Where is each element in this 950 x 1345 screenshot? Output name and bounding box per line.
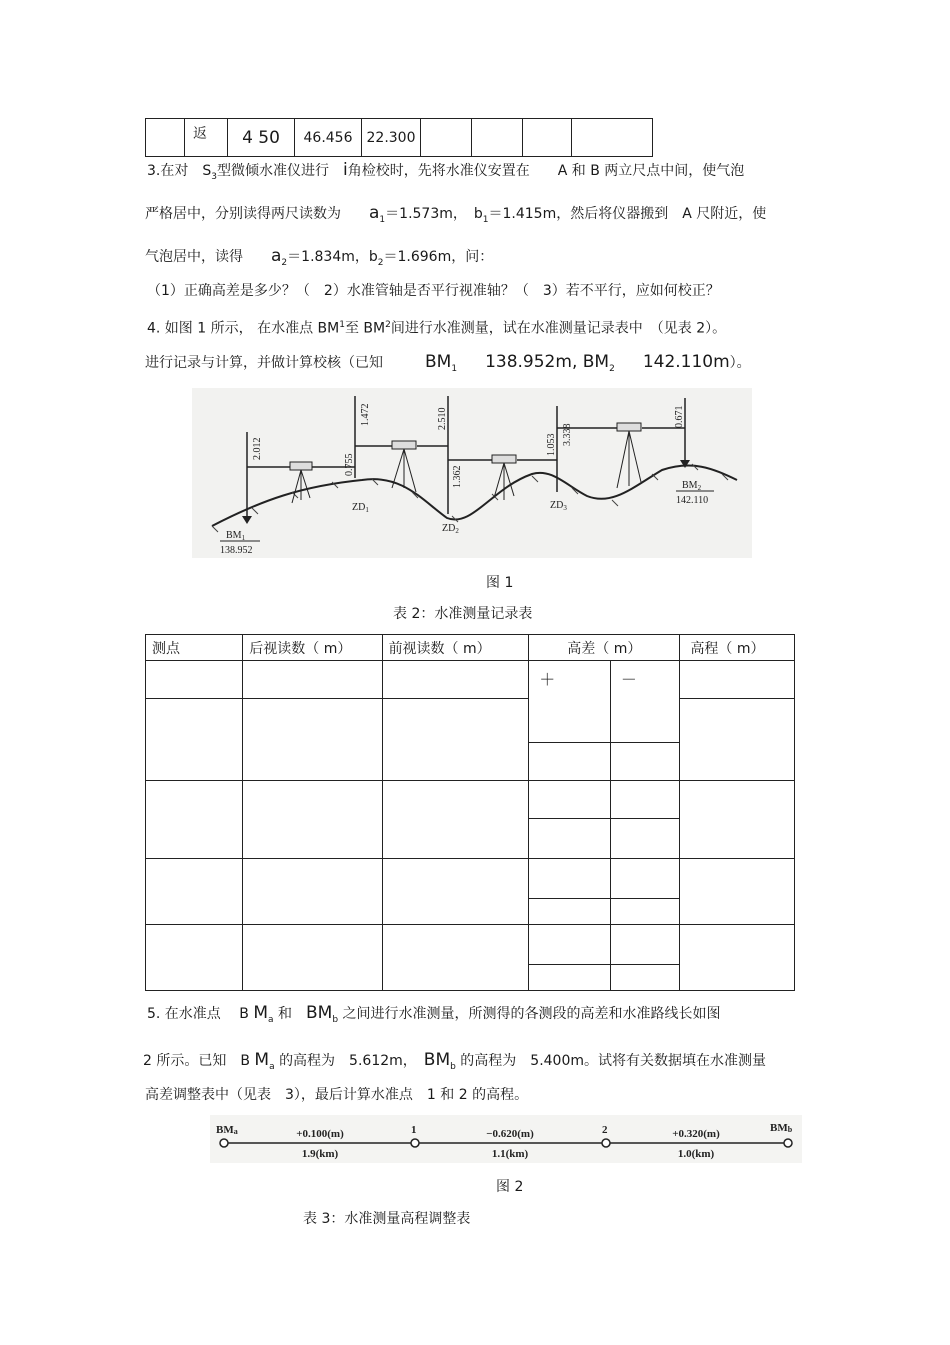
table-2-cell — [529, 819, 611, 859]
reading-3338: 3.338 — [562, 423, 573, 446]
top-cell-6 — [472, 119, 523, 157]
q3-text: 3.在对 — [147, 163, 189, 179]
reading-2012: 2.012 — [252, 437, 263, 460]
table-2-cell — [382, 925, 529, 991]
q5-line-1 — [147, 1003, 720, 1030]
reading-2510: 2.510 — [437, 407, 448, 430]
top-cell-4: 22.300 — [362, 119, 421, 157]
q5-sub: a — [268, 1014, 274, 1025]
top-cell-5 — [421, 119, 472, 157]
q5-line-3: 高差调整表中（见表 3），最后计算水准点 1 和 2 的高程。 — [145, 1087, 529, 1103]
table-2-cell — [680, 781, 795, 859]
q5-text: B — [240, 1053, 250, 1069]
table-2-cell — [610, 965, 680, 991]
table-2-cell — [529, 859, 611, 899]
q3-sub: 3 — [211, 171, 217, 182]
q3-sub: 2 — [281, 257, 288, 268]
q3-sub: 1 — [482, 214, 489, 225]
label-bm2: $BM_2$ — [682, 480, 702, 492]
segment-3-length: 1.0(km) — [677, 1148, 715, 1160]
table-2-cell — [146, 699, 243, 781]
table-2-cell — [146, 859, 243, 925]
table-2-cell — [146, 661, 243, 699]
top-cell-2: 4 50 — [228, 119, 295, 157]
table-2-cell — [382, 699, 529, 781]
segment-2-length: 1.1(km) — [491, 1148, 529, 1160]
q3-symbol-a1: a — [369, 203, 380, 223]
q3-text: ＝1.415m，然后将仪器搬到 — [488, 206, 669, 222]
q3-symbol-b1: b — [473, 206, 483, 222]
reading-1472: 1.472 — [360, 403, 371, 426]
top-cell-3: 46.456 — [295, 119, 362, 157]
table-2-minus-column: － — [610, 661, 680, 743]
q5-text: 5. 在水准点 — [147, 1006, 221, 1022]
reading-1362: 1.362 — [452, 465, 463, 488]
label-bma: BMa — [216, 1124, 238, 1136]
q4-text: 4. 如图 1 所示， 在水准点 BM — [147, 320, 340, 337]
q4-line-1 — [147, 315, 726, 339]
table-2-cell — [243, 925, 382, 991]
q5-text: 的高程为 5.400m。试将有关数据填在水准测量 — [460, 1053, 767, 1069]
label-zd3: $ZD_3$ — [550, 500, 567, 512]
q3-line-1 — [147, 160, 744, 187]
point-bma — [220, 1139, 228, 1147]
q4-text: ）。 — [729, 355, 751, 371]
table-2-cell — [610, 781, 680, 819]
top-table-row — [145, 118, 653, 157]
segment-3-dh: +0.320(m) — [672, 1128, 720, 1140]
q3-sub: 1 — [379, 214, 386, 225]
table-2-header-station: 测点 — [146, 635, 243, 661]
table-2-cell — [610, 859, 680, 899]
table-2-cell — [680, 699, 795, 781]
q5-symbol: M — [253, 1003, 268, 1023]
table-3-title: 表 3：水准测量高程调整表 — [303, 1211, 471, 1227]
table-2-cell — [243, 781, 382, 859]
reading-0671: 0.671 — [674, 405, 685, 428]
q5-symbol: BM — [423, 1050, 451, 1070]
q4-sub: 2 — [609, 363, 615, 374]
table-2-cell — [243, 859, 382, 925]
table-2-plus-column: ＋ — [529, 661, 611, 743]
reading-1053: 1.053 — [546, 433, 557, 456]
q3-text: A 尺附近，使 — [682, 206, 767, 222]
q4-value-2: 142.110m — [642, 352, 730, 372]
q3-text: 角检校时，先将水准仪安置在 — [347, 163, 530, 179]
table-2-cell — [243, 699, 382, 781]
q3-text: ＝1.834m，b — [287, 249, 378, 265]
q3-line-3 — [145, 246, 493, 273]
q3-symbol-a2: a — [271, 246, 282, 266]
table-2-cell — [680, 859, 795, 925]
figure-2-caption: 图 2 — [496, 1179, 524, 1195]
top-cell-8 — [572, 119, 653, 157]
q5-sub: b — [332, 1014, 339, 1025]
label-zd1: $ZD_1$ — [352, 502, 369, 514]
label-point-1: 1 — [411, 1124, 417, 1136]
label-bm1-elevation: 138.952 — [220, 545, 253, 556]
label-bm1: $BM_1$ — [226, 530, 246, 542]
label-bm2-elevation: 142.110 — [676, 495, 709, 506]
label-bmb: BMb — [770, 1122, 793, 1134]
q5-symbol: M — [254, 1050, 270, 1070]
q3-text: 严格居中，分别读得两尺读数为 — [145, 206, 341, 222]
top-cell-0 — [146, 119, 185, 157]
q4-line-2 — [145, 352, 751, 379]
table-2-cell — [529, 925, 611, 965]
q4-sub: 1 — [339, 320, 345, 330]
table-2-cell — [529, 899, 611, 925]
table-2-cell — [243, 661, 382, 699]
q5-text: 之间进行水准测量，所测得的各测段的高差和水准路线长如图 — [342, 1006, 721, 1022]
segment-2-dh: −0.620(m) — [486, 1128, 534, 1140]
table-2-cell — [146, 781, 243, 859]
q5-text: 和 — [277, 1006, 292, 1022]
segment-1-length: 1.9(km) — [301, 1148, 339, 1160]
q4-sub: 2 — [385, 320, 391, 330]
table-2-cell — [610, 899, 680, 925]
top-cell-1: 返 — [185, 119, 228, 157]
point-2 — [602, 1139, 610, 1147]
top-cell-7 — [523, 119, 572, 157]
table-2-cell — [529, 743, 611, 781]
q5-sub: a — [269, 1061, 275, 1072]
q3-text: 气泡居中，读得 — [145, 249, 243, 265]
table-2-cell — [610, 819, 680, 859]
q5-symbol: BM — [305, 1003, 333, 1023]
table-2-cell — [529, 965, 611, 991]
table-2-title: 表 2：水准测量记录表 — [393, 606, 533, 622]
table-2-cell — [382, 781, 529, 859]
table-2-cell — [382, 661, 529, 699]
q3-sub: 2 — [377, 257, 384, 268]
figure-2-route-diagram — [210, 1115, 802, 1163]
q4-value-1: 138.952m, BM — [485, 352, 610, 372]
q3-line-2 — [145, 203, 766, 230]
q5-text: 2 所示。已知 — [143, 1053, 227, 1069]
table-2-cell — [610, 925, 680, 965]
reading-0755: 0.755 — [344, 453, 355, 476]
q3-text: A 和 B 两立尺点中间，使气泡 — [557, 163, 745, 179]
point-1 — [411, 1139, 419, 1147]
figure-1-caption: 图 1 — [486, 575, 514, 591]
table-2-cell — [680, 925, 795, 991]
table-2-cell — [382, 859, 529, 925]
table-2-header-elevation: 高程（ m） — [680, 635, 795, 661]
figure-1-background — [192, 388, 752, 558]
q5-text: 的高程为 5.612m， — [279, 1053, 410, 1069]
table-2-cell — [529, 781, 611, 819]
q3-symbol-i: i — [342, 160, 348, 180]
label-point-2: 2 — [602, 1124, 608, 1136]
table-2-header-foresight: 前视读数（ m） — [382, 635, 529, 661]
q5-line-2 — [143, 1050, 766, 1077]
q4-sub: 1 — [451, 363, 458, 374]
table-2-header-backsight: 后视读数（ m） — [243, 635, 382, 661]
q5-text: B — [239, 1006, 249, 1022]
table-2-cell — [146, 925, 243, 991]
q4-text: 进行记录与计算，并做计算校核（已知 — [145, 355, 383, 371]
q4-bm1: BM — [425, 352, 452, 372]
label-zd2: $ZD_2$ — [442, 523, 459, 535]
q3-text: S — [202, 163, 212, 179]
point-bmb — [784, 1139, 792, 1147]
q4-text: 至 BM — [344, 320, 386, 337]
segment-1-dh: +0.100(m) — [296, 1128, 344, 1140]
table-2-header-height-diff: 高差（ m） — [529, 635, 680, 661]
table-2-leveling-record — [145, 634, 795, 991]
q3-text: ＝1.573m， — [385, 206, 460, 222]
q3-text: ＝1.696m，问： — [383, 249, 494, 265]
table-2-cell — [680, 661, 795, 699]
q5-sub: b — [450, 1061, 456, 1072]
figure-1-leveling-diagram — [192, 388, 752, 558]
q4-text: 间进行水准测量，试在水准测量记录表中 （见表 2）。 — [390, 320, 727, 337]
q3-text: 型微倾水准仪进行 — [216, 163, 329, 179]
q3-line-4: （1）正确高差是多少？（ 2）水准管轴是否平行视准轴？（ 3）若不平行，应如何校正？ — [147, 283, 720, 299]
table-2-cell — [610, 743, 680, 781]
